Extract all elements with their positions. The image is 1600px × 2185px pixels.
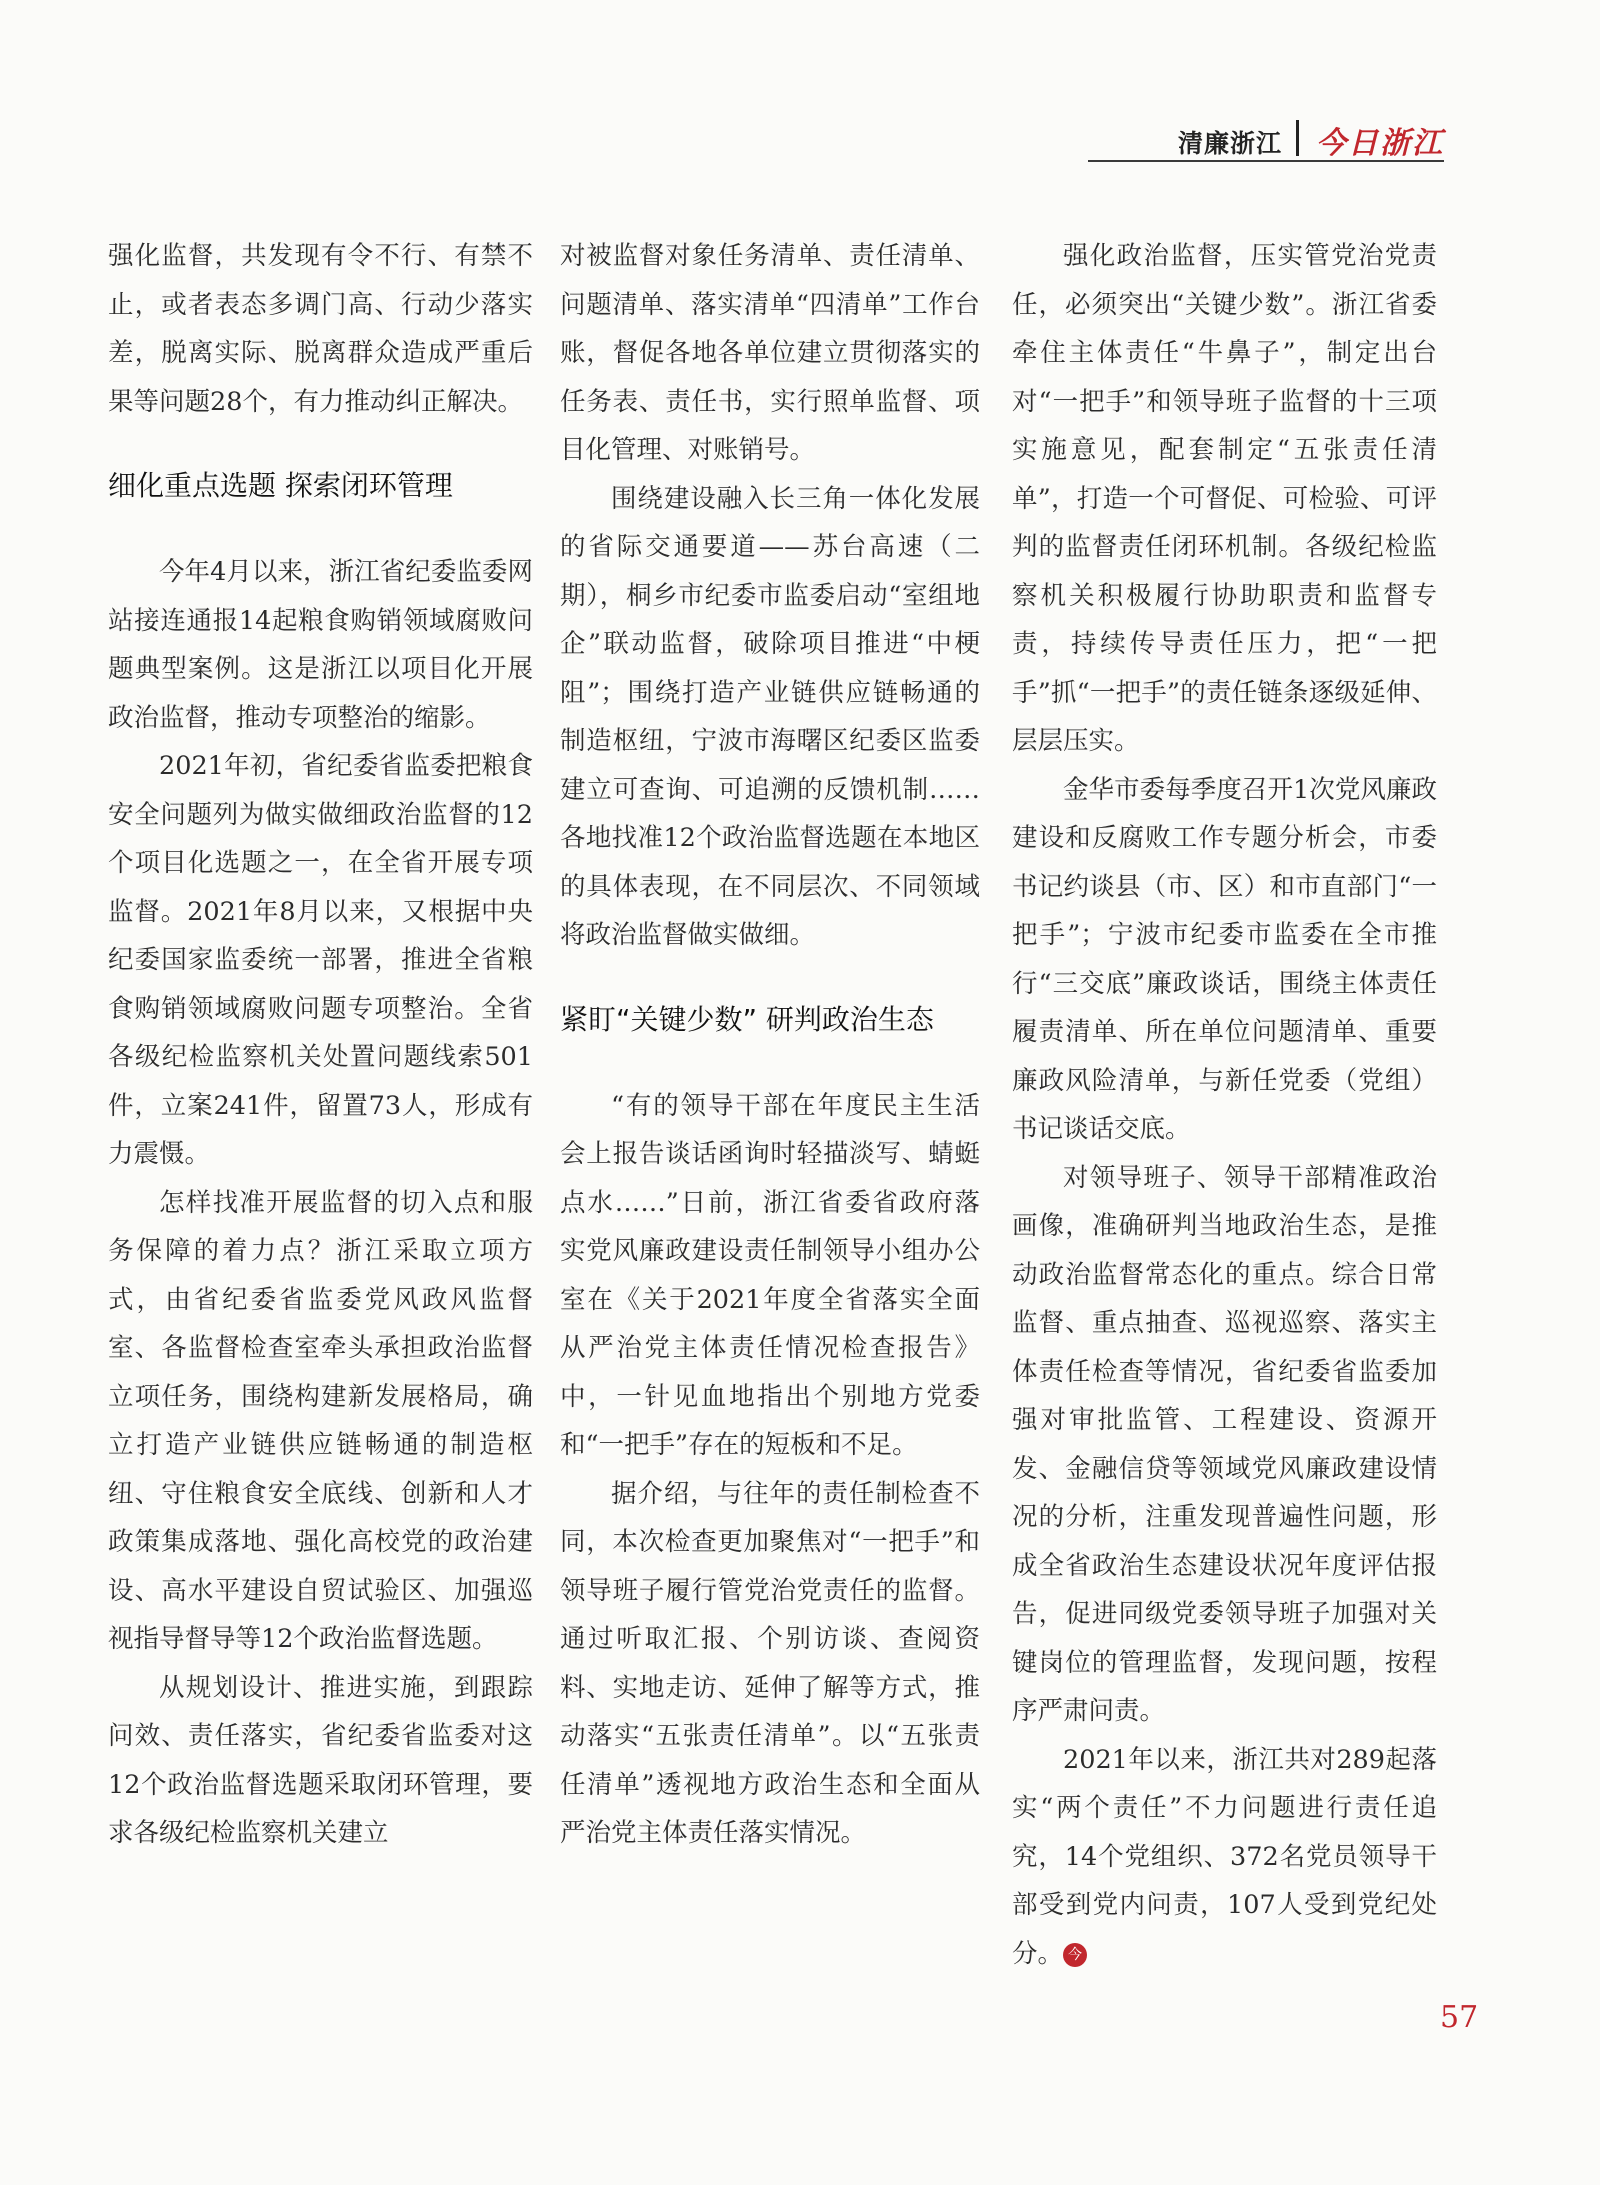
paragraph: 对被监督对象任务清单、责任清单、问题清单、落实清单“四清单”工作台账，督促各地各单位建立贯彻落实的任务表、责任书，实行照单监督、项目化管理、对账销号。 xyxy=(560,241,980,465)
page-number: 57 xyxy=(1440,2000,1479,2035)
header-divider xyxy=(1296,120,1299,156)
end-mark-icon: 今 xyxy=(1063,1943,1087,1967)
paragraph: 今年4月以来，浙江省纪委监委网站接连通报14起粮食购销领域腐败问题典型案例。这是浙江以项目化开展政治监督，推动专项整治的缩影。 xyxy=(108,557,533,733)
section-heading: 细化重点选题 探索闭环管理 xyxy=(108,469,453,502)
article-column-2 xyxy=(560,232,980,1858)
magazine-logo: 今日浙江 xyxy=(1316,126,1444,161)
section-heading: 紧盯“关键少数” 研判政治生态 xyxy=(560,1002,934,1036)
paragraph: 强化监督，共发现有令不行、有禁不止，或者表态多调门高、行动少落实差，脱离实际、脱离群众造成严重后果等问题28个，有力推动纠正解决。 xyxy=(108,241,533,417)
paragraph: 据介绍，与往年的责任制检查不同，本次检查更加聚焦对“一把手”和领导班子履行管党治党责任的监督。通过听取汇报、个别访谈、查阅资料、实地走访、延伸了解等方式，推动落实“五张责任清单”。以“五张责任清单”透视地方政治生态和全面从严治党主体责任落实情况。 xyxy=(560,1478,980,1848)
paragraph: 围绕建设融入长三角一体化发展的省际交通要道——苏台高速（二期），桐乡市纪委市监委启动“室组地企”联动监督，破除项目推进“中梗阻”；围绕打造产业链供应链畅通的制造枢纽，宁波市海曙区纪委区监委建立可查询、可追溯的反馈机制……各地找准12个政治监督选题在本地区的具体表现，在不同层次、不同领域将政治监督做实做细。 xyxy=(560,483,980,950)
paragraph: 金华市委每季度召开1次党风廉政建设和反腐败工作专题分析会，市委书记约谈县（市、区）和市直部门“一把手”；宁波市纪委市监委在全市推行“三交底”廉政谈话，围绕主体责任履责清单、所在单位问题清单、重要廉政风险清单，与新任党委（党组）书记谈话交底。 xyxy=(1012,774,1437,1144)
section-title: 清廉浙江 xyxy=(1177,129,1282,158)
paragraph: 强化政治监督，压实管党治党责任，必须突出“关键少数”。浙江省委牵住主体责任“牛鼻子”，制定出台对“一把手”和领导班子监督的十三项实施意见，配套制定“五张责任清单”，打造一个可督促、可检验、可评判的监督责任闭环机制。各级纪检监察机关积极履行协助职责和监督专责，持续传导责任压力，把“一把手”抓“一把手”的责任链条逐级延伸、层层压实。 xyxy=(1012,241,1437,756)
paragraph: 对领导班子、领导干部精准政治画像，准确研判当地政治生态，是推动政治监督常态化的重点。综合日常监督、重点抽查、巡视巡察、落实主体责任检查等情况，省纪委省监委加强对审批监管、工程建设、资源开发、金融信贷等领域党风廉政建设情况的分析，注重发现普遍性问题，形成全省政治生态建设状况年度评估报告，促进同级党委领导班子加强对关键岗位的管理监督，发现问题，按程序严肃问责。 xyxy=(1012,1162,1437,1726)
paragraph: “有的领导干部在年度民主生活会上报告谈话函询时轻描淡写、蜻蜓点水……”日前，浙江省委省政府落实党风廉政建设责任制领导小组办公室在《关于2021年度全省落实全面从严治党主体责任情况检查报告》中，一针见血地指出个别地方党委和“一把手”存在的短板和不足。 xyxy=(560,1090,980,1460)
paragraph-final xyxy=(1012,1736,1437,1979)
article-column-3 xyxy=(1012,232,1437,1978)
paragraph: 2021年初，省纪委省监委把粮食安全问题列为做实做细政治监督的12个项目化选题之一，在全省开展专项监督。2021年8月以来，又根据中央纪委国家监委统一部署，推进全省粮食购销领域腐败问题专项整治。全省各级纪检监察机关处置问题线索501件，立案241件，留置73人，形成有力震慑。 xyxy=(108,751,533,1169)
paragraph-text: 2021年以来，浙江共对289起落实“两个责任”不力问题进行责任追究，14个党组织、372名党员领导干部受到党内问责，107人受到党纪处分。 xyxy=(1012,1744,1437,1969)
article-column-1 xyxy=(108,232,533,1858)
paragraph: 从规划设计、推进实施，到跟踪问效、责任落实，省纪委省监委对这12个政治监督选题采取闭环管理，要求各级纪检监察机关建立 xyxy=(108,1672,533,1848)
paragraph: 怎样找准开展监督的切入点和服务保障的着力点？浙江采取立项方式，由省纪委省监委党风政风监督室、各监督检查室牵头承担政治监督立项任务，围绕构建新发展格局，确立打造产业链供应链畅通的制造枢纽、守住粮食安全底线、创新和人才政策集成落地、强化高校党的政治建设、高水平建设自贸试验区、加强巡视指导督导等12个政治监督选题。 xyxy=(108,1187,533,1654)
page-header xyxy=(1088,118,1444,162)
